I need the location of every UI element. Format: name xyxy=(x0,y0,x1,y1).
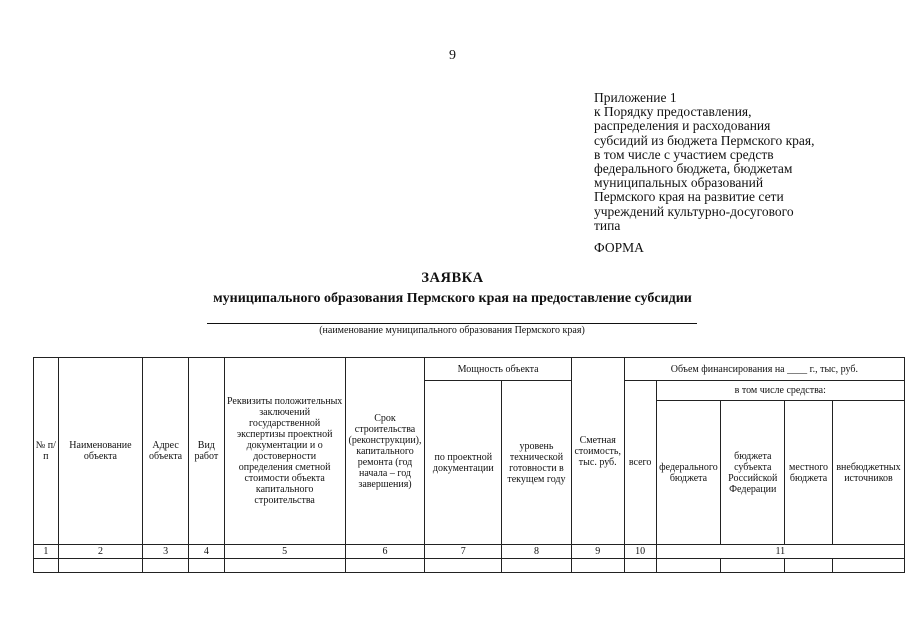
header-capacity-project: по проектной документации xyxy=(425,381,502,545)
appendix-line: в том числе с участием средств xyxy=(594,146,774,162)
header-subject: бюджета субъекта Российской Федерации xyxy=(721,401,785,545)
municipality-name-line[interactable] xyxy=(207,323,697,324)
application-table xyxy=(33,357,905,573)
table-cell[interactable] xyxy=(58,559,143,573)
header-capacity-readiness: уровень технической готовности в текущем году xyxy=(502,381,572,545)
header-work-type: Вид работ xyxy=(188,358,224,545)
table-cell[interactable] xyxy=(502,559,572,573)
table-cell[interactable] xyxy=(143,559,189,573)
table-cell[interactable] xyxy=(345,559,425,573)
table-cell[interactable] xyxy=(656,559,721,573)
header-requisites: Реквизиты положительных заключений государственной экспертизы проектной документации и о достоверности определения сметной стоимости объекта капитального строительства xyxy=(224,358,345,545)
appendix-line: распределения и расходования xyxy=(594,118,771,134)
column-number: 5 xyxy=(224,545,345,559)
table-cell[interactable] xyxy=(832,559,904,573)
column-number: 1 xyxy=(34,545,59,559)
column-number: 11 xyxy=(656,545,904,559)
column-number: 3 xyxy=(143,545,189,559)
document-title: ЗАЯВКА xyxy=(421,270,484,286)
appendix-block xyxy=(594,91,894,233)
appendix-line: муниципальных образований xyxy=(594,175,764,191)
header-extra: внебюджетных источников xyxy=(832,401,904,545)
table-cell[interactable] xyxy=(425,559,502,573)
appendix-line: субсидий из бюджета Пермского края, xyxy=(594,132,815,148)
column-number: 7 xyxy=(425,545,502,559)
page-number: 9 xyxy=(449,48,456,63)
header-total: всего xyxy=(624,381,656,545)
table-cell[interactable] xyxy=(224,559,345,573)
table-row xyxy=(34,559,905,573)
header-name: Наименование объекта xyxy=(58,358,143,545)
header-local: местного бюджета xyxy=(785,401,833,545)
table-cell[interactable] xyxy=(721,559,785,573)
document-subtitle: муниципального образования Пермского края на предоставление субсидии xyxy=(213,291,692,306)
municipality-name-caption: (наименование муниципального образования Пермского края) xyxy=(319,325,585,336)
appendix-line: Пермского края на развитие сети xyxy=(594,189,784,205)
column-number: 2 xyxy=(58,545,143,559)
header-address: Адрес объекта xyxy=(143,358,189,545)
header-including: в том числе средства: xyxy=(656,381,904,401)
header-term: Срок строительства (реконструкции), капитального ремонта (год начала – год завершения) xyxy=(345,358,425,545)
header-federal: федерального бюджета xyxy=(656,401,721,545)
column-number: 10 xyxy=(624,545,656,559)
table-cell[interactable] xyxy=(34,559,59,573)
table-cell[interactable] xyxy=(571,559,624,573)
header-capacity: Мощность объекта xyxy=(425,358,571,381)
appendix-line: типа xyxy=(594,217,621,233)
appendix-line: к Порядку предоставления, xyxy=(594,104,752,120)
header-estimated-cost: Сметная стоимость, тыс. руб. xyxy=(571,358,624,545)
form-label: ФОРМА xyxy=(594,240,644,255)
column-number: 6 xyxy=(345,545,425,559)
appendix-line: федерального бюджета, бюджетам xyxy=(594,161,793,177)
table-cell[interactable] xyxy=(188,559,224,573)
header-num: № п/п xyxy=(34,358,59,545)
appendix-line: учреждений культурно-досугового xyxy=(594,203,794,219)
column-number: 8 xyxy=(502,545,572,559)
header-funding: Объем финансирования на ____ г., тыс, руб. xyxy=(624,358,904,381)
table-cell[interactable] xyxy=(785,559,833,573)
column-number: 9 xyxy=(571,545,624,559)
table-cell[interactable] xyxy=(624,559,656,573)
column-number: 4 xyxy=(188,545,224,559)
appendix-line: Приложение 1 xyxy=(594,90,677,105)
